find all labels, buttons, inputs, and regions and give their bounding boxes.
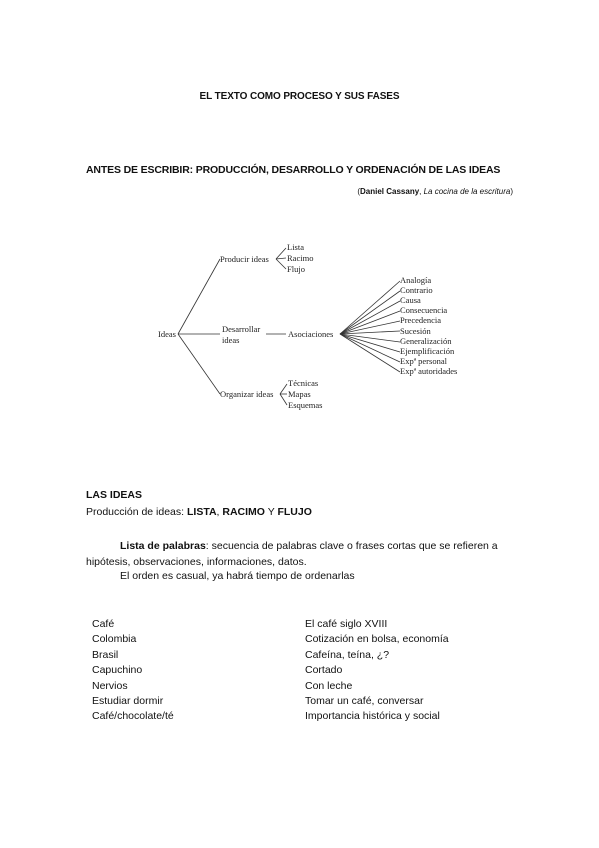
list-item: Colombia — [92, 633, 137, 646]
node-lista: Lista — [287, 242, 304, 252]
list-item: Con leche — [305, 679, 353, 692]
edge-esquemas — [280, 394, 287, 405]
list-item: El café siglo XVIII — [305, 618, 388, 630]
node-exp-personal: Expª personal — [400, 356, 447, 366]
node-flujo: Flujo — [287, 264, 305, 274]
node-producir: Producir ideas — [220, 254, 269, 264]
list-item: Cotización en bolsa, economía — [305, 633, 449, 646]
ideas-tree-diagram — [150, 236, 480, 416]
section-heading-ideas: LAS IDEAS — [86, 489, 143, 501]
para-term: Lista de palabras — [120, 540, 206, 552]
paragraph-lista-palabras — [86, 538, 526, 570]
citation-author: Daniel Cassany — [360, 187, 420, 196]
node-desarrollar-line2: ideas — [222, 335, 240, 345]
edge-root-organizar — [178, 334, 220, 394]
node-racimo: Racimo — [287, 253, 314, 263]
edge-flujo — [276, 259, 286, 269]
page-title: EL TEXTO COMO PROCESO Y SUS FASES — [199, 91, 400, 102]
sub-lista: LISTA — [186, 506, 217, 518]
citation-close: ) — [510, 187, 513, 196]
node-analogia: Analogía — [400, 275, 432, 285]
node-precedencia: Precedencia — [400, 315, 442, 325]
citation-book: La cocina de la escritura — [423, 187, 511, 196]
node-asociaciones: Asociaciones — [288, 329, 334, 339]
node-causa: Causa — [400, 295, 421, 305]
word-list-left — [92, 617, 174, 725]
citation-open: ( — [357, 187, 361, 196]
node-root: Ideas — [158, 329, 176, 339]
node-ejemplificacion: Ejemplificación — [400, 346, 455, 356]
citation-sep: , — [419, 187, 424, 196]
sub-flujo: FLUJO — [277, 506, 312, 518]
subheading-produccion — [86, 506, 312, 518]
list-item: Capuchino — [92, 664, 143, 677]
list-item: Café — [92, 618, 115, 630]
edge-tecnicas — [280, 384, 287, 394]
list-item: Café/chocolate/té — [92, 710, 174, 723]
node-organizar: Organizar ideas — [220, 389, 274, 399]
node-consecuencia: Consecuencia — [400, 305, 448, 315]
sub-racimo: RACIMO — [222, 506, 265, 518]
sub-comma: , — [216, 506, 223, 518]
asociaciones-fan — [340, 281, 400, 372]
node-contrario: Contrario — [400, 285, 433, 295]
node-generalizacion: Generalización — [400, 336, 452, 346]
section-heading-antes: ANTES DE ESCRIBIR: PRODUCCIÓN, DESARROLLO Y ORDENACIÓN DE LAS IDEAS — [86, 164, 501, 176]
word-list-right — [305, 617, 449, 725]
list-item: Cafeína, teína, ¿? — [305, 648, 390, 661]
edge-racimo — [276, 258, 286, 259]
citation — [357, 187, 513, 196]
para-text: : secuencia de palabras clave o frases cortas que se refieren a hipótesis, observaciones, informaciones, datos. — [86, 540, 498, 568]
node-mapas: Mapas — [288, 389, 311, 399]
sub-y: Y — [264, 506, 278, 518]
list-item: Importancia histórica y social — [305, 710, 440, 723]
node-desarrollar-line1: Desarrollar — [222, 324, 261, 334]
list-item: Cortado — [305, 664, 343, 677]
edge-lista — [276, 248, 286, 259]
node-tecnicas: Técnicas — [288, 378, 319, 388]
list-item: Nervios — [92, 679, 128, 692]
node-exp-autoridades: Expª autoridades — [400, 366, 458, 376]
list-item: Estudiar dormir — [92, 695, 164, 708]
node-esquemas: Esquemas — [288, 400, 323, 410]
list-item: Brasil — [92, 648, 119, 661]
list-item: Tomar un café, conversar — [305, 695, 424, 708]
edge-root-producir — [178, 259, 220, 334]
sub-prefix: Producción de ideas: — [86, 506, 187, 518]
paragraph-orden: El orden es casual, ya habrá tiempo de ordenarlas — [120, 570, 355, 582]
node-sucesion: Sucesión — [400, 326, 431, 336]
